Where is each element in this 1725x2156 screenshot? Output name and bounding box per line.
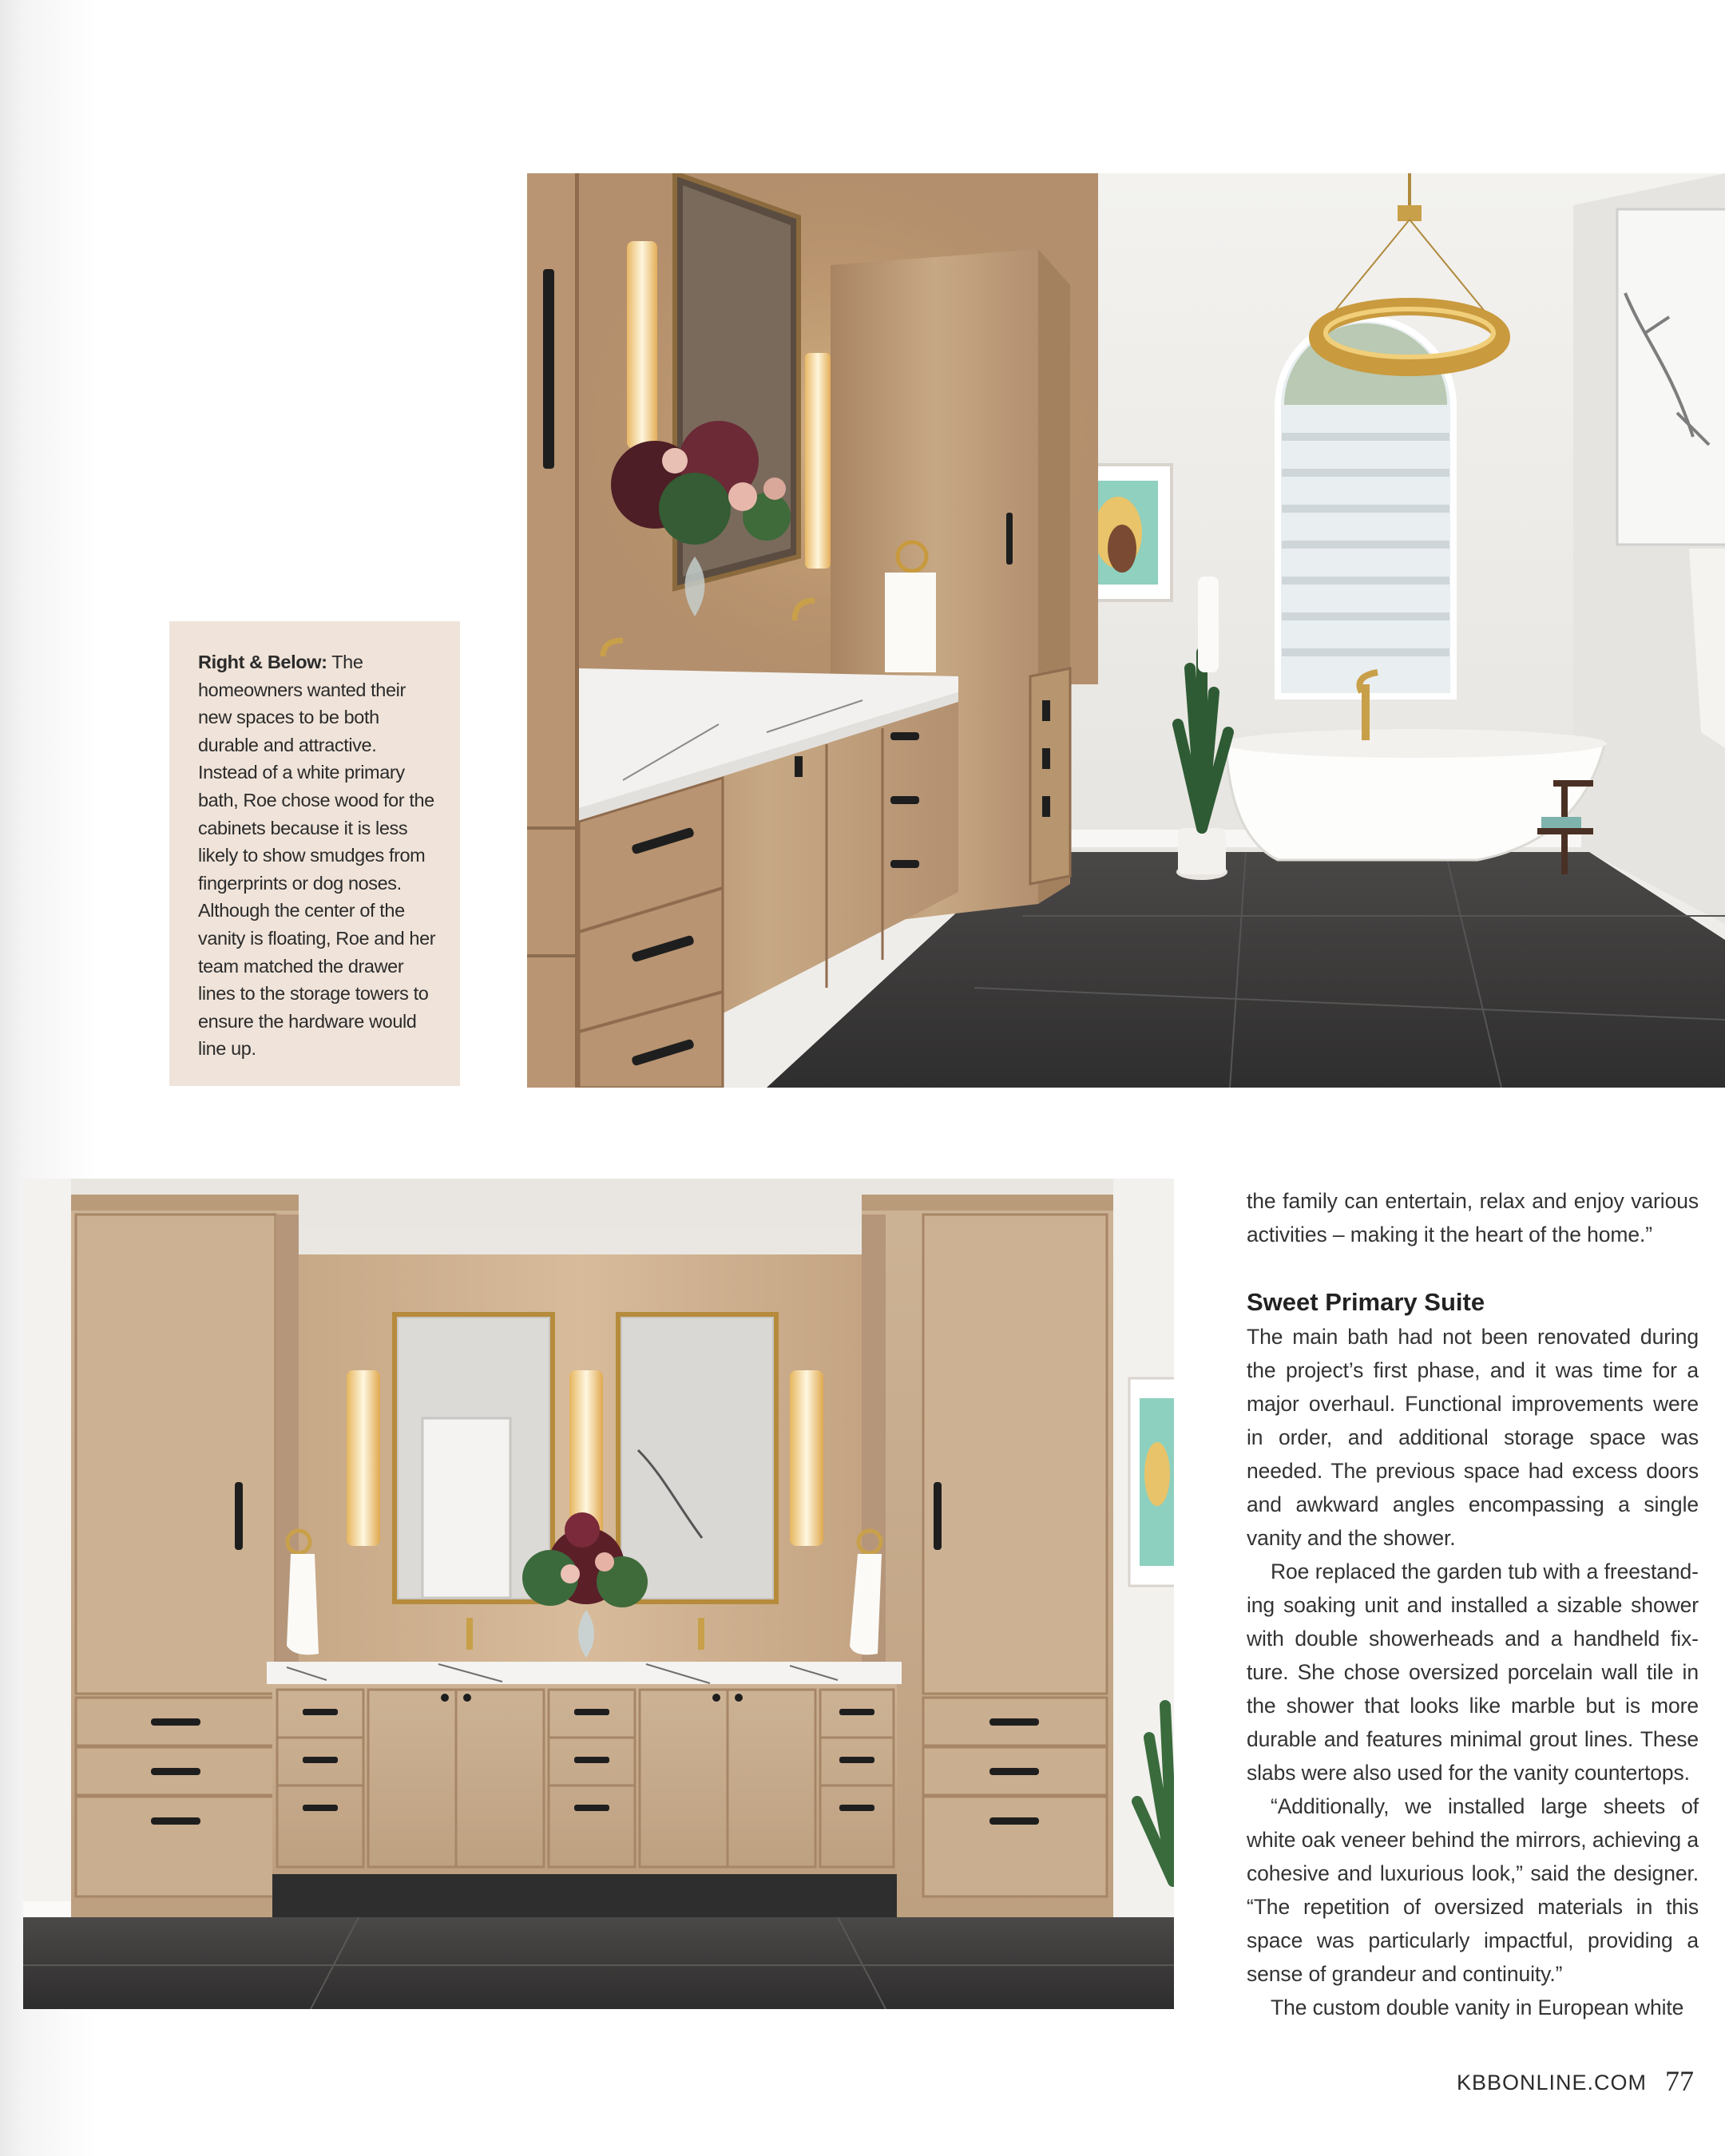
article-intro-paragraph: the family can entertain, relax and enjoy various activities – making it the heart of the home.” (1247, 1189, 1699, 1246)
article-column (1247, 1184, 1699, 2024)
caption-text: The homeowners wanted their new spaces to be both durable and attractive. Instead of a white primary bath, Roe chose wood for the cabinets because it is less likely to show smudges from fingerprints or dog noses. Although the center of the vanity is floating, Roe and her team matched the drawer lines to the storage towers to ensure the hardware would line up. (198, 652, 436, 1060)
bathroom-vanity-illustration (527, 173, 1725, 1088)
section-heading: Sweet Primary Suite (1247, 1288, 1485, 1316)
article-paragraph-2: Roe replaced the garden tub with a freestanding soaking unit and installed a sizable shower with double showerheads and a handheld fixture. She chose oversized porcelain wall tile in the shower that looks like marble but is more durable and features minimal grout lines. These slabs were also used for the vanity countertops. (1247, 1560, 1699, 1785)
double-vanity-photo (23, 1179, 1174, 2009)
bathroom-vanity-photo (527, 173, 1725, 1088)
double-vanity-illustration (23, 1179, 1174, 2009)
photo-caption (198, 648, 438, 1063)
page-number: 77 (1665, 2065, 1694, 2097)
photo-caption-box (169, 621, 460, 1086)
footer-website: KBBONLINE.COM (1457, 2071, 1648, 2095)
article-paragraph-3: “Additionally, we installed large sheets of white oak veneer behind the mirrors, achieving a cohesive and luxurious look,” said the designer. “The repetition of oversized materials in this space was particularly impactful, providing a sense of grandeur and continuity.” (1247, 1794, 1699, 1986)
article-paragraph-4: The custom double vanity in European white (1271, 1995, 1684, 2019)
caption-lead: Right & Below: (198, 652, 327, 672)
article-paragraph-1: The main bath had not been renovated during the project’s first phase, and it was time for a major overhaul. Functional improvements were in order, and additional storage space was needed. The previous space had excess doors and awkward angles encompassing a single vanity and the shower. (1247, 1325, 1699, 1550)
